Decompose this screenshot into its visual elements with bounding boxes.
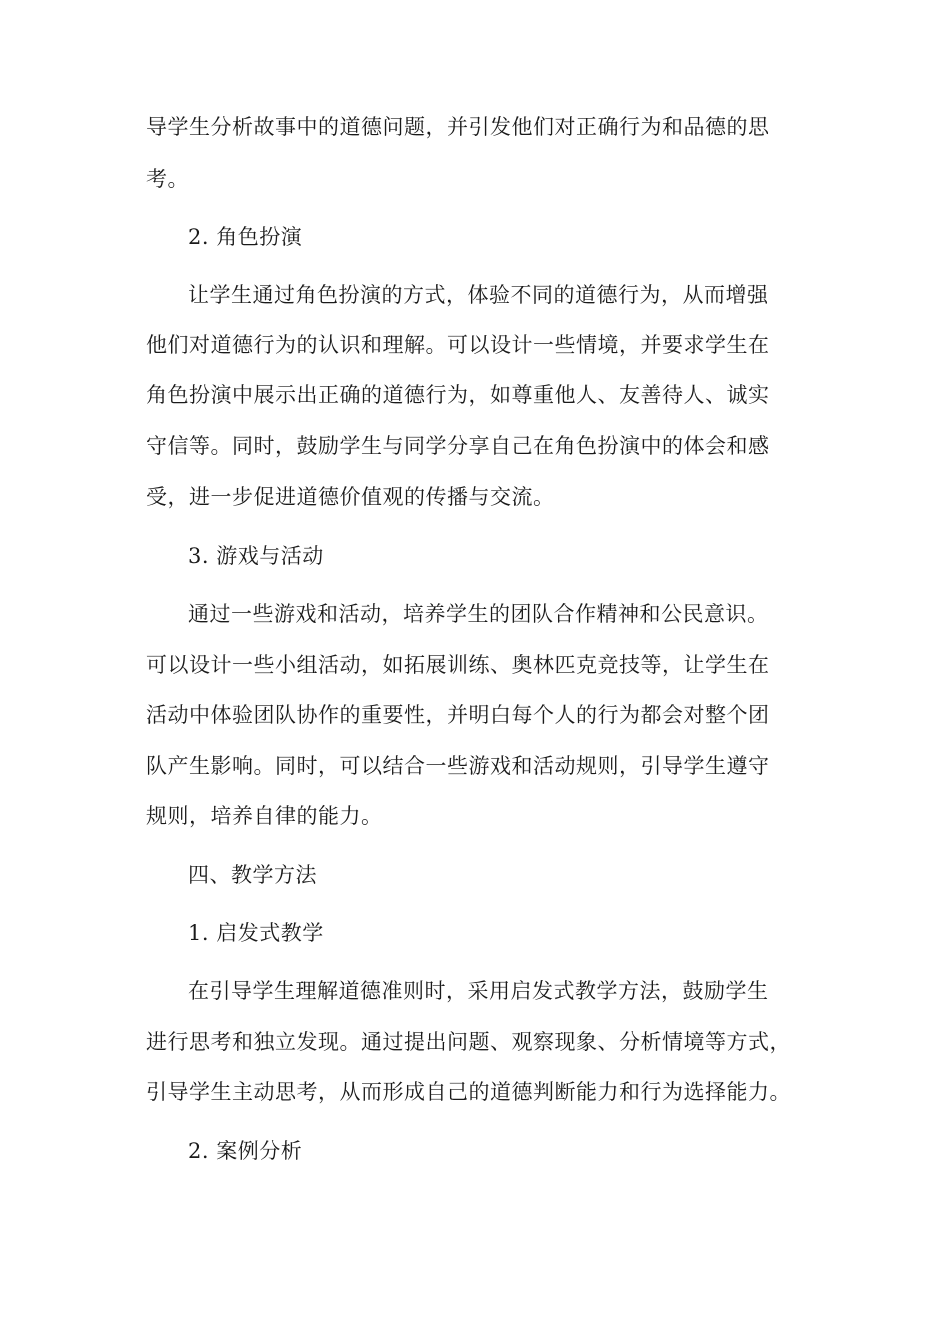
body-text-line: 引导学生主动思考，从而形成自己的道德判断能力和行为选择能力。 <box>146 1080 791 1104</box>
body-text-line: 考。 <box>146 167 189 191</box>
section-heading: 3. 游戏与活动 <box>188 544 324 568</box>
section-heading: 2. 角色扮演 <box>188 225 303 249</box>
body-text-line: 队产生影响。同时，可以结合一些游戏和活动规则，引导学生遵守 <box>146 754 770 778</box>
body-text-line: 他们对道德行为的认识和理解。可以设计一些情境，并要求学生在 <box>146 333 770 357</box>
chapter-heading: 四、教学方法 <box>188 863 317 887</box>
body-text-line: 导学生分析故事中的道德问题，并引发他们对正确行为和品德的思 <box>146 115 770 139</box>
body-text-line: 让学生通过角色扮演的方式，体验不同的道德行为，从而增强 <box>188 283 769 307</box>
body-text-line: 角色扮演中展示出正确的道德行为，如尊重他人、友善待人、诚实 <box>146 383 770 407</box>
body-text-line: 受，进一步促进道德价值观的传播与交流。 <box>146 485 555 509</box>
body-text-line: 在引导学生理解道德准则时，采用启发式教学方法，鼓励学生 <box>188 979 769 1003</box>
section-heading: 1. 启发式教学 <box>188 921 324 945</box>
body-text-line: 通过一些游戏和活动，培养学生的团队合作精神和公民意识。 <box>188 602 769 626</box>
body-text-line: 进行思考和独立发现。通过提出问题、观察现象、分析情境等方式， <box>146 1030 791 1054</box>
body-text-line: 规则，培养自律的能力。 <box>146 804 383 828</box>
body-text-line: 活动中体验团队协作的重要性，并明白每个人的行为都会对整个团 <box>146 703 770 727</box>
body-text-line: 守信等。同时，鼓励学生与同学分享自己在角色扮演中的体会和感 <box>146 434 770 458</box>
body-text-line: 可以设计一些小组活动，如拓展训练、奥林匹克竞技等，让学生在 <box>146 653 770 677</box>
section-heading: 2. 案例分析 <box>188 1139 303 1163</box>
